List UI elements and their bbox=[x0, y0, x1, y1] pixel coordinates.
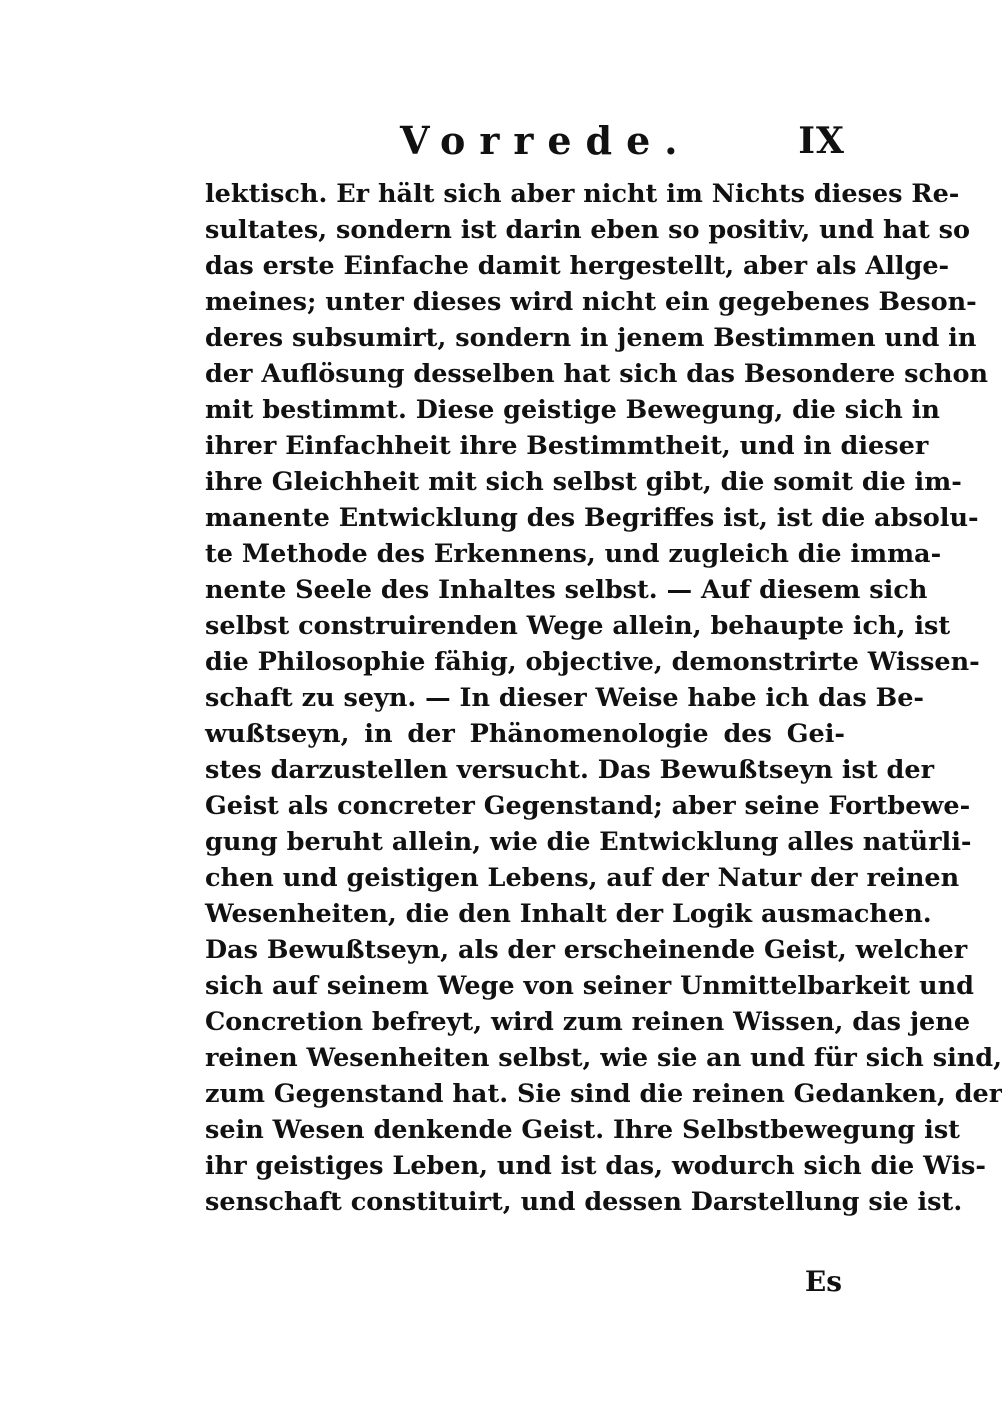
text-line: sich auf seinem Wege von seiner Unmittelbarkeit und bbox=[205, 971, 974, 1001]
text-line: stes darzustellen versucht. Das Bewußtseyn ist der bbox=[205, 755, 935, 785]
running-head: Vorrede. bbox=[400, 118, 692, 163]
text-line: die Philosophie fähig, objective, demonstrirte Wissen- bbox=[205, 647, 980, 677]
text-line: Concretion befreyt, wird zum reinen Wissen, das jene bbox=[205, 1007, 971, 1037]
text-line: Das Bewußtseyn, als der erscheinende Geist, welcher bbox=[205, 935, 968, 965]
text-line: das erste Einfache damit hergestellt, aber als Allge- bbox=[205, 251, 950, 281]
text-line: manente Entwicklung des Begriffes ist, ist die absolu- bbox=[205, 503, 979, 533]
text-line: chen und geistigen Lebens, auf der Natur der reinen bbox=[205, 863, 960, 893]
text-line: meines; unter dieses wird nicht ein gegebenes Beson- bbox=[205, 287, 977, 317]
text-line: Wesenheiten, die den Inhalt der Logik ausmachen. bbox=[205, 899, 932, 929]
body-text bbox=[205, 176, 1002, 1220]
text-line: der Auflösung desselben hat sich das Besondere schon bbox=[205, 359, 989, 389]
text-line: nente Seele des Inhaltes selbst. — Auf diesem sich bbox=[205, 575, 928, 605]
text-line: Geist als concreter Gegenstand; aber seine Fortbewe- bbox=[205, 791, 971, 821]
text-line: schaft zu seyn. — In dieser Weise habe ich das Be- bbox=[205, 683, 925, 713]
text-line: ihrer Einfachheit ihre Bestimmtheit, und in dieser bbox=[205, 431, 929, 461]
text-line: zum Gegenstand hat. Sie sind die reinen Gedanken, der bbox=[205, 1079, 1002, 1109]
text-line: sultates, sondern ist darin eben so positiv, und hat so bbox=[205, 215, 971, 245]
text-line: sein Wesen denkende Geist. Ihre Selbstbewegung ist bbox=[205, 1115, 960, 1145]
text-line: te Methode des Erkennens, und zugleich die imma- bbox=[205, 539, 942, 569]
text-line: wußtseyn, in der Phänomenologie des Gei- bbox=[205, 719, 845, 749]
text-line: gung beruht allein, wie die Entwicklung alles natürli- bbox=[205, 827, 972, 857]
catchword: Es bbox=[804, 1265, 842, 1298]
page-number: IX bbox=[798, 120, 845, 162]
text-line: reinen Wesenheiten selbst, wie sie an und für sich sind, bbox=[205, 1043, 1002, 1073]
text-line: ihr geistiges Leben, und ist das, wodurch sich die Wis- bbox=[205, 1151, 986, 1181]
text-line: ihre Gleichheit mit sich selbst gibt, die somit die im- bbox=[205, 467, 962, 497]
text-line: mit bestimmt. Diese geistige Bewegung, die sich in bbox=[205, 395, 940, 425]
text-line-last: senschaft constituirt, und dessen Darstellung sie ist. bbox=[205, 1187, 963, 1217]
text-line: selbst construirenden Wege allein, behaupte ich, ist bbox=[205, 611, 951, 641]
text-line: lektisch. Er hält sich aber nicht im Nichts dieses Re- bbox=[205, 179, 960, 209]
page-header bbox=[205, 118, 845, 168]
text-line: deres subsumirt, sondern in jenem Bestimmen und in bbox=[205, 323, 977, 353]
